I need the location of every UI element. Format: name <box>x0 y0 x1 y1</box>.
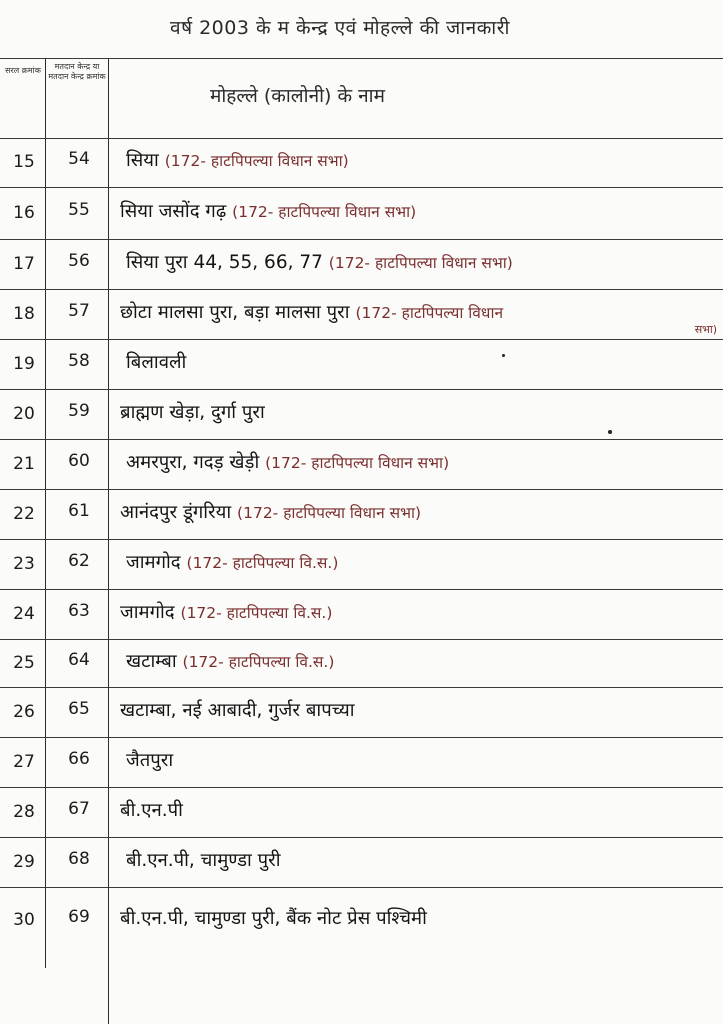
locality-name-text: खटाम्बा <box>126 651 177 672</box>
table-row <box>0 490 723 540</box>
constituency-note: (172- हाटपिपल्या विधान सभा) <box>232 203 417 221</box>
locality-name-text: जैतपुरा <box>126 750 174 771</box>
locality-name-text: ब्राह्मण खेड़ा, दुर्गा पुरा <box>120 402 265 423</box>
serial-number: 19 <box>13 354 35 374</box>
locality-name-text: बिलावली <box>126 352 187 373</box>
header-locality-name: मोहल्ले (कालोनी) के नाम <box>210 85 385 107</box>
locality-name <box>120 905 427 930</box>
locality-name <box>120 499 421 524</box>
locality-name <box>126 147 349 172</box>
table-row <box>0 390 723 440</box>
page-title: वर्ष 2003 के म केन्द्र एवं मोहल्ले की जानकारी <box>170 17 510 39</box>
locality-name <box>126 549 338 574</box>
header-serial-no: सरल क्रमांक <box>5 66 41 75</box>
constituency-note: (172- हाटपिपल्या विधान सभा) <box>265 454 450 472</box>
locality-name <box>126 349 186 374</box>
locality-name <box>126 648 334 673</box>
locality-name-text: बी.एन.पी, चामुण्डा पुरी <box>126 850 281 871</box>
serial-number: 29 <box>13 852 35 872</box>
locality-name-text: सिया जसोंद गढ़ <box>120 201 227 222</box>
table-row <box>0 888 723 954</box>
locality-name <box>120 697 355 722</box>
header-booth-no: मतदान केन्द्र या मतदान केन्द्र क्रमांक <box>48 62 106 81</box>
locality-name-text: छोटा मालसा पुरा, बड़ा मालसा पुरा <box>120 302 350 323</box>
serial-number: 22 <box>13 504 35 524</box>
table-row <box>0 688 723 738</box>
booth-number: 63 <box>68 601 90 621</box>
table-row <box>0 440 723 490</box>
serial-number: 18 <box>13 304 35 324</box>
booth-number: 57 <box>68 301 90 321</box>
serial-number: 21 <box>13 454 35 474</box>
serial-number: 27 <box>13 752 35 772</box>
locality-name <box>120 198 416 223</box>
constituency-note: (172- हाटपिपल्या विधान सभा) <box>328 254 513 272</box>
booth-number: 59 <box>68 401 90 421</box>
locality-name-text: जामगोद <box>120 602 175 623</box>
booth-number: 64 <box>68 650 90 670</box>
booth-number: 67 <box>68 799 90 819</box>
constituency-note: (172- हाटपिपल्या वि.स.) <box>180 604 333 622</box>
serial-number: 26 <box>13 702 35 722</box>
table-row <box>0 138 723 188</box>
booth-number: 55 <box>68 200 90 220</box>
table-row <box>0 788 723 838</box>
table-row <box>0 240 723 290</box>
locality-name-text: सिया <box>126 150 159 171</box>
serial-number: 16 <box>13 203 35 223</box>
ink-dot <box>502 354 505 357</box>
table-row <box>0 540 723 590</box>
locality-name <box>120 599 332 624</box>
locality-name-text: सिया पुरा 44, 55, 66, 77 <box>126 252 323 273</box>
table-row <box>0 838 723 888</box>
serial-number: 30 <box>13 910 35 930</box>
locality-name <box>126 249 513 274</box>
constituency-note: (172- हाटपिपल्या विधान सभा) <box>237 504 422 522</box>
constituency-note: (172- हाटपिपल्या विधान <box>355 304 504 322</box>
locality-name <box>126 747 173 772</box>
booth-number: 54 <box>68 149 90 169</box>
locality-name <box>120 399 265 424</box>
serial-number: 23 <box>13 554 35 574</box>
locality-name <box>126 449 449 474</box>
booth-number: 62 <box>68 551 90 571</box>
table-row <box>0 290 723 340</box>
locality-name <box>126 847 281 872</box>
booth-number: 66 <box>68 749 90 769</box>
ink-dot <box>608 430 612 434</box>
booth-number: 60 <box>68 451 90 471</box>
constituency-note: (172- हाटपिपल्या विधान सभा) <box>164 152 349 170</box>
locality-name-text: आनंदपुर डूंगरिया <box>120 502 232 523</box>
table-row <box>0 640 723 688</box>
locality-name-text: जामगोद <box>126 552 181 573</box>
serial-number: 20 <box>13 404 35 424</box>
locality-name <box>120 299 503 324</box>
locality-name-text: अमरपुरा, गदड़ खेड़ी <box>126 452 260 473</box>
table-row <box>0 590 723 640</box>
serial-number: 24 <box>13 604 35 624</box>
serial-number: 15 <box>13 152 35 172</box>
constituency-note: (172- हाटपिपल्या वि.स.) <box>182 653 335 671</box>
booth-number: 56 <box>68 251 90 271</box>
booth-number: 65 <box>68 699 90 719</box>
locality-name-text: बी.एन.पी <box>120 800 183 821</box>
table-row <box>0 188 723 240</box>
constituency-note-continued: सभा) <box>694 323 717 336</box>
serial-number: 17 <box>13 254 35 274</box>
table-row <box>0 738 723 788</box>
locality-name <box>120 797 183 822</box>
constituency-note: (172- हाटपिपल्या वि.स.) <box>186 554 339 572</box>
header-top-rule <box>0 58 723 59</box>
booth-number: 68 <box>68 849 90 869</box>
locality-name-text: बी.एन.पी, चामुण्डा पुरी, बैंक नोट प्रेस पश्चिमी <box>120 908 427 929</box>
booth-number: 61 <box>68 501 90 521</box>
table-row <box>0 340 723 390</box>
serial-number: 25 <box>13 653 35 673</box>
locality-name-text: खटाम्बा, नई आबादी, गुर्जर बापच्या <box>120 700 355 721</box>
serial-number: 28 <box>13 802 35 822</box>
booth-number: 69 <box>68 907 90 927</box>
booth-number: 58 <box>68 351 90 371</box>
